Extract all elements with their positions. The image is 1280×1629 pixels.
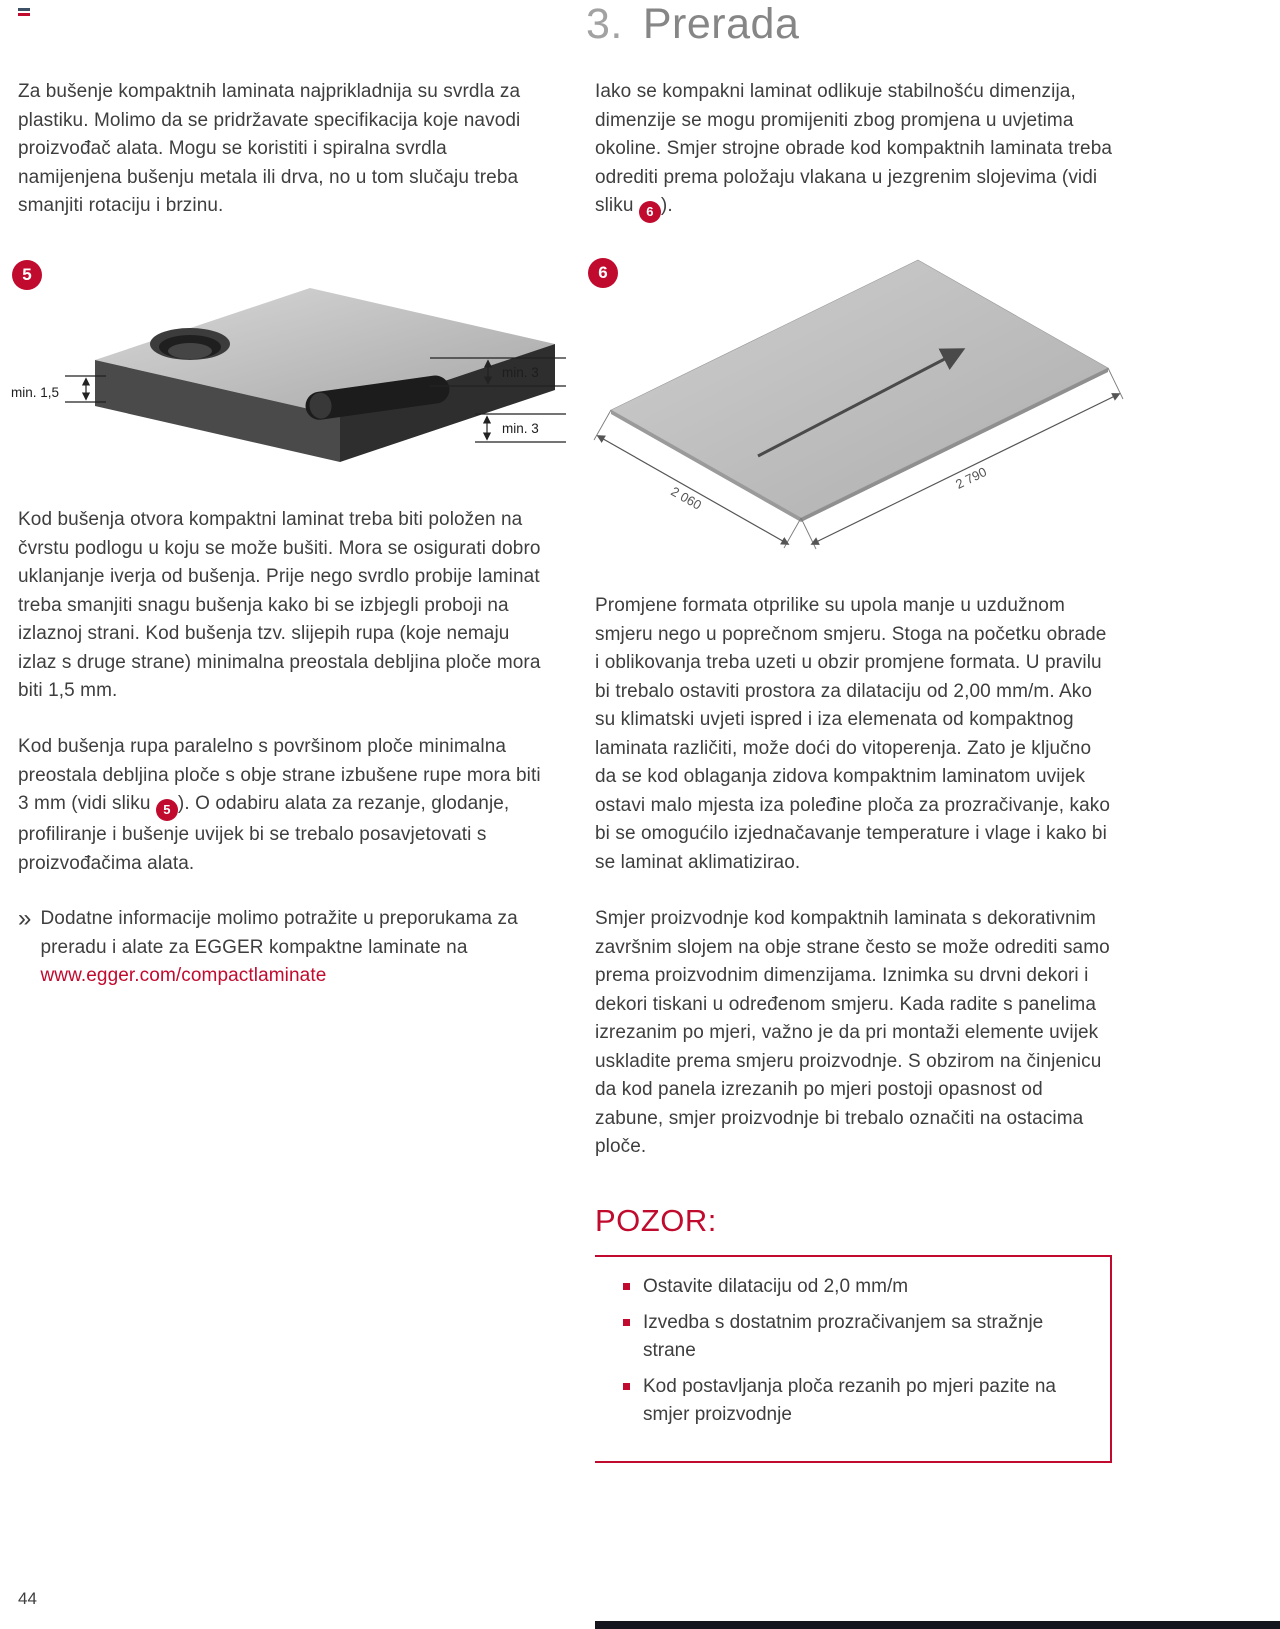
drilled-slab-graphic — [10, 248, 570, 493]
figure-5-drilling-illustration — [10, 248, 570, 493]
egger-compactlaminate-link[interactable]: www.egger.com/compactlaminate — [40, 965, 327, 986]
page-title — [586, 0, 799, 49]
dimension-label-min3-top: min. 3 — [502, 365, 539, 380]
sheet-direction-graphic — [588, 248, 1133, 598]
info-note — [18, 905, 545, 991]
paragraph-parallel-drilling — [18, 733, 545, 878]
text-fragment: ). — [660, 195, 673, 216]
figure-6-badge: 6 — [588, 258, 618, 288]
warning-bullet — [623, 1373, 1094, 1430]
blind-hole — [150, 328, 230, 360]
brand-bar-red — [18, 13, 30, 16]
paragraph-dimension-stability — [595, 78, 1115, 223]
brand-bar-blue — [18, 8, 30, 11]
warning-bullet — [623, 1309, 1094, 1366]
text-fragment: Dodatne informacije molimo potražite u preporukama za preradu i alate za EGGER kompaktne laminate na — [40, 908, 518, 958]
dimension-label-min3-bottom: min. 3 — [502, 421, 539, 436]
paragraph-production-direction: Smjer proizvodnje kod kompaktnih laminata s dekorativnim završnim slojem na obje strane često se može odrediti samo prema proizvodnim dimenzijama. Iznimka su drvni dekori i dekori tiskani u određenom smjeru. Kada radite s panelima izrezanim po mjeri, važno je da pri montaži elemente uvijek uskladite prema smjeru proizvodnje. S obzirom na činjenicu da kod panela izrezanih po mjeri postoji opasnost od zabune, smjer proizvodnje bi trebalo označiti na ostacima ploče. — [595, 908, 1110, 1157]
dimension-label-min15: min. 1,5 — [11, 385, 60, 400]
figure-5-badge: 5 — [12, 260, 42, 290]
text-fragment: Iako se kompakni laminat odlikuje stabilnošću dimenzija, dimenzije se mogu promijeniti zbog promjena u uvjetima okoline. Smjer strojne obrade kod kompaktnih laminata treba odrediti prema položaju vlakana u jezgrenim slojevima (vidi sliku — [595, 81, 1113, 216]
text-fragment: Kod bušenja rupa paralelno s površinom ploče minimalna preostala debljina ploče s obje strane izbušene rupe mora biti 3 mm (vidi sliku — [18, 736, 541, 814]
laminate-sheet — [611, 260, 1108, 518]
figure-6-reference-badge: 6 — [639, 201, 661, 223]
text-fragment: ). O odabiru alata za rezanje, glodanje, profiliranje i bušenje uvijek bi se trebalo posavjetovati s proizvođačima alata. — [18, 793, 510, 874]
warning-bullet-text: Ostavite dilataciju od 2,0 mm/m — [643, 1276, 909, 1297]
footer-bar — [595, 1621, 1280, 1629]
paragraph-format-changes: Promjene formata otprilike su upola manje u uzdužnom smjeru nego u poprečnom smjeru. Stoga na početku obrade i oblikovanja treba uzeti u obzir promjene formata. U pravilu bi trebalo ostaviti prostora za dilataciju od 2,00 mm/m. Ako su klimatski uvjeti ispred i iza elemenata od kompaktnog laminata različiti, može doći do vitoperenja. Zato je ključno da se kod oblaganja zidova kompaktnim laminatom uvijek ostavi malo mjesta iza poleđine ploča za prozračivanje, kako bi se omogućilo izjednačavanje temperature i vlage i kako bi se laminat aklimatizirao. — [595, 595, 1111, 873]
warning-bullet — [623, 1273, 1094, 1302]
figure-6-direction-illustration — [588, 248, 1133, 598]
figure-5-reference-badge: 5 — [156, 799, 178, 821]
dimension-label-2790: 2 790 — [953, 464, 989, 492]
warning-box — [595, 1255, 1112, 1463]
warning-bullet-list — [623, 1273, 1094, 1430]
paragraph-drilling-intro: Za bušenje kompaktnih laminata najprikladnija su svrdla za plastiku. Molimo da se pridržavate specifikacija koje navodi proizvođač alata. Mogu se koristiti i spiralna svrdla namijenjena bušenju metala ili drva, no u tom slučaju treba smanjiti rotaciju i brzinu. — [18, 81, 521, 216]
chapter-title: Prerada — [642, 0, 800, 48]
page-number: 44 — [18, 1589, 37, 1608]
note-text — [40, 905, 545, 991]
warning-bullet-text: Izvedba s dostatnim prozračivanjem sa stražnje strane — [643, 1311, 1044, 1361]
warning-section — [595, 1203, 1112, 1463]
double-chevron-marker: » — [18, 905, 32, 932]
dimension-label-2060: 2 060 — [668, 483, 705, 513]
chapter-number: 3. — [586, 0, 623, 48]
paragraph-hole-drilling: Kod bušenja otvora kompaktni laminat treba biti položen na čvrstu podlogu u koju se može bušiti. Mora se osigurati dobro uklanjanje iverja od bušenja. Prije nego svrdlo probije laminat treba smanjiti snagu bušenja kako bi se izbjegli proboji na izlaznoj strani. Kod bušenja tzv. slijepih rupa (koje nemaju izlaz s druge strane) minimalna preostala debljina ploče mora biti 1,5 mm. — [18, 509, 541, 701]
warning-bullet-text: Kod postavljanja ploča rezanih po mjeri pazite na smjer proizvodnje — [643, 1375, 1056, 1425]
warning-heading: POZOR: — [595, 1203, 717, 1238]
brand-mark — [18, 8, 30, 18]
